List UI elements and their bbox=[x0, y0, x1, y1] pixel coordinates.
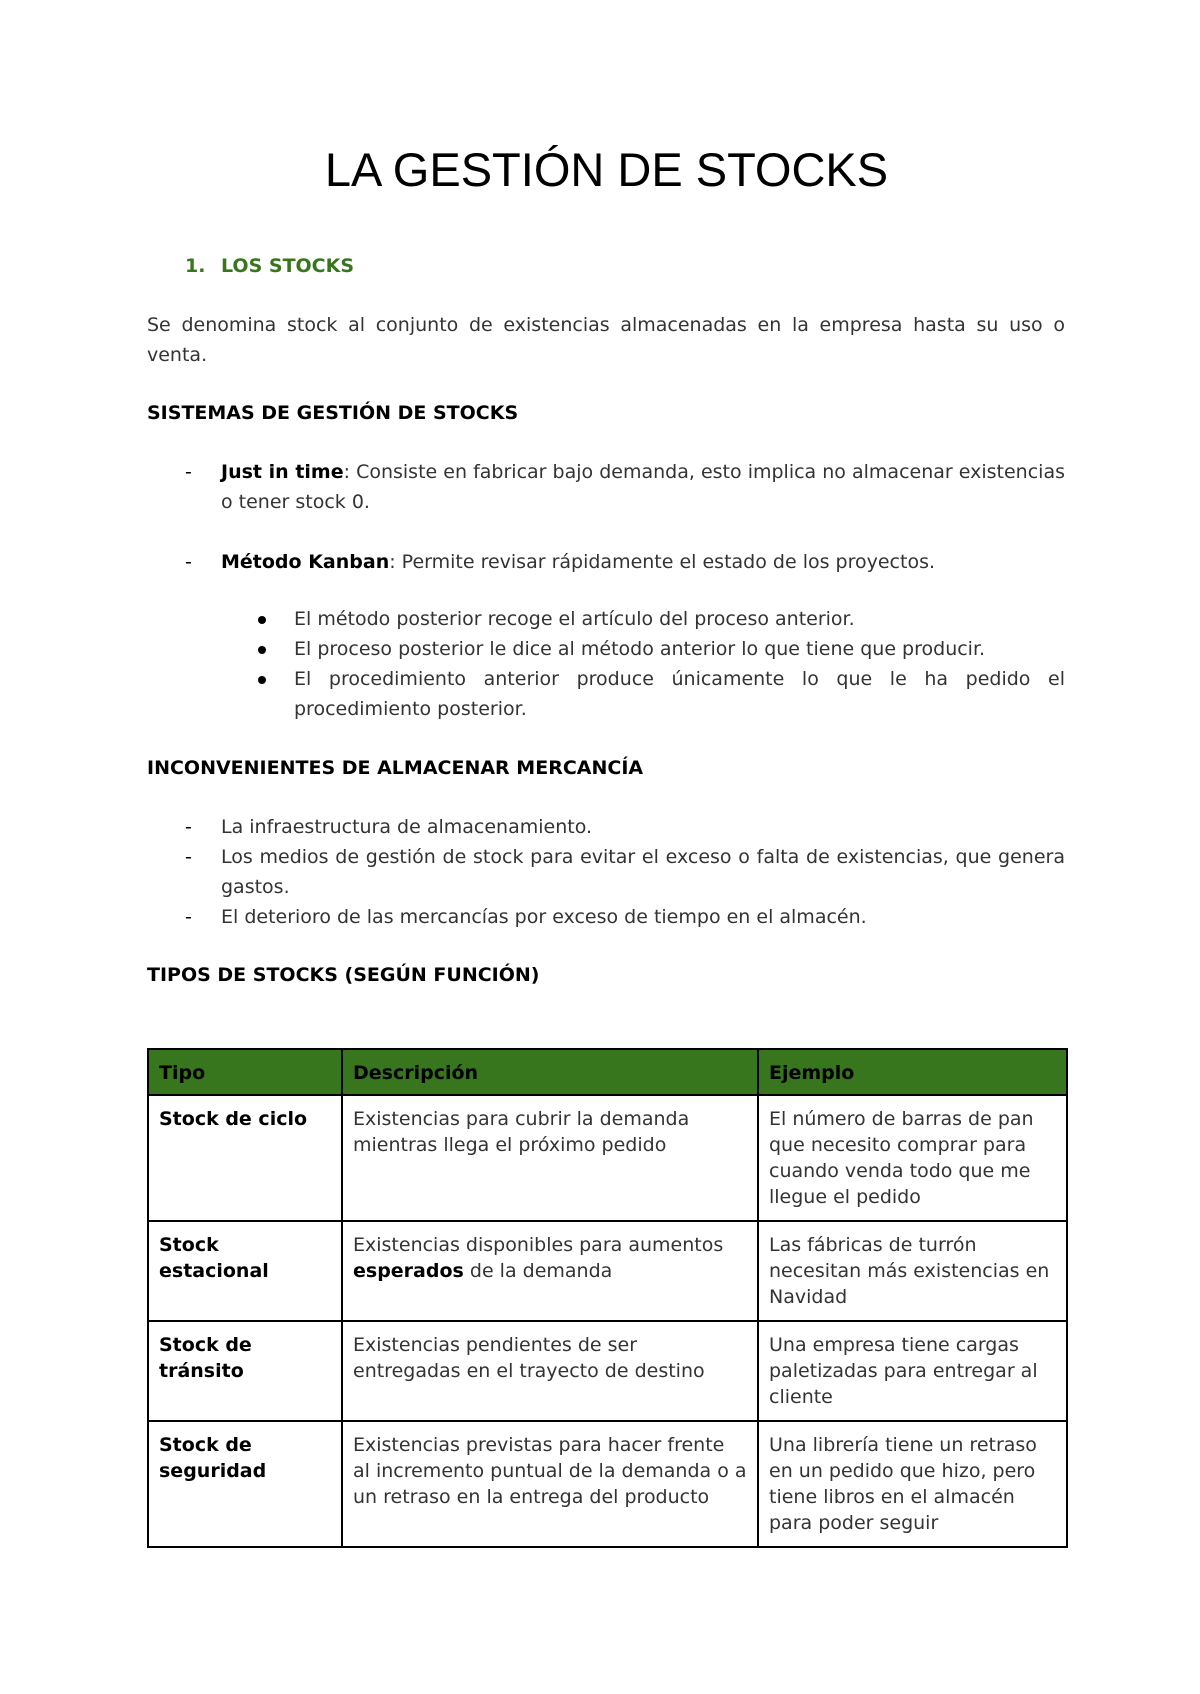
table-row bbox=[148, 1221, 1067, 1321]
list-item-just-in-time bbox=[185, 457, 1065, 517]
term-kanban: Método Kanban bbox=[221, 551, 390, 573]
kanban-bullet-2: El proceso posterior le dice al método anterior lo que tiene que producir. bbox=[258, 634, 1065, 664]
cell-descripcion: Existencias disponibles para aumentos esperados de la demanda bbox=[342, 1221, 758, 1321]
intro-paragraph: Se denomina stock al conjunto de existencias almacenadas en la empresa hasta su uso o venta. bbox=[147, 314, 1065, 366]
kanban-text: : Permite revisar rápidamente el estado de los proyectos. bbox=[389, 551, 936, 573]
cell-tipo: Stock estacional bbox=[148, 1221, 342, 1321]
bullet-icon bbox=[258, 646, 266, 654]
list-item-kanban bbox=[185, 547, 1065, 577]
cell-tipo: Stock de ciclo bbox=[148, 1095, 342, 1221]
section-label: LOS STOCKS bbox=[221, 255, 355, 277]
drawbacks-heading: INCONVENIENTES DE ALMACENAR MERCANCÍA bbox=[147, 757, 644, 779]
table-row bbox=[148, 1095, 1067, 1221]
cell-descripcion: Existencias previstas para hacer frente al incremento puntual de la demanda o a un retraso en la entrega del producto bbox=[342, 1421, 758, 1547]
column-header-tipo: Tipo bbox=[148, 1049, 342, 1095]
table-row bbox=[148, 1421, 1067, 1547]
types-heading: TIPOS DE STOCKS (SEGÚN FUNCIÓN) bbox=[147, 964, 540, 986]
cell-tipo: Stock de tránsito bbox=[148, 1321, 342, 1421]
column-header-ejemplo: Ejemplo bbox=[758, 1049, 1067, 1095]
bullet-icon bbox=[258, 676, 266, 684]
dash-marker: - bbox=[185, 846, 192, 868]
stock-types-table bbox=[147, 1048, 1068, 1548]
cell-ejemplo: Las fábricas de turrón necesitan más existencias en Navidad bbox=[758, 1221, 1067, 1321]
cell-descripcion: Existencias pendientes de ser entregadas en el trayecto de destino bbox=[342, 1321, 758, 1421]
cell-descripcion: Existencias para cubrir la demanda mientras llega el próximo pedido bbox=[342, 1095, 758, 1221]
section-number: 1. bbox=[185, 255, 206, 277]
kanban-bullet-1: El método posterior recoge el artículo del proceso anterior. bbox=[258, 604, 1065, 634]
bullet-icon bbox=[258, 616, 266, 624]
dash-marker: - bbox=[185, 551, 192, 573]
kanban-bullet-3: El procedimiento anterior produce únicamente lo que le ha pedido el procedimiento posterior. bbox=[258, 664, 1065, 724]
dash-marker: - bbox=[185, 906, 192, 928]
term-just-in-time: Just in time bbox=[221, 461, 344, 483]
drawback-item-1: - La infraestructura de almacenamiento. bbox=[185, 812, 1065, 842]
cell-ejemplo: Una empresa tiene cargas paletizadas para entregar al cliente bbox=[758, 1321, 1067, 1421]
column-header-descripcion: Descripción bbox=[342, 1049, 758, 1095]
cell-tipo: Stock de seguridad bbox=[148, 1421, 342, 1547]
dash-marker: - bbox=[185, 461, 192, 483]
systems-heading: SISTEMAS DE GESTIÓN DE STOCKS bbox=[147, 402, 519, 424]
drawback-item-2: - Los medios de gestión de stock para evitar el exceso o falta de existencias, que genera gastos. bbox=[185, 842, 1065, 902]
just-in-time-text: : Consiste en fabricar bajo demanda, esto implica no almacenar existencias o tener stock 0. bbox=[221, 461, 1065, 513]
section-heading-los-stocks bbox=[185, 253, 354, 279]
table-row bbox=[148, 1321, 1067, 1421]
table-header-row bbox=[148, 1049, 1067, 1095]
drawback-item-3: - El deterioro de las mercancías por exceso de tiempo en el almacén. bbox=[185, 902, 1065, 932]
cell-ejemplo: El número de barras de pan que necesito comprar para cuando venda todo que me llegue el pedido bbox=[758, 1095, 1067, 1221]
emphasis-esperados: esperados bbox=[353, 1260, 464, 1282]
cell-ejemplo: Una librería tiene un retraso en un pedido que hizo, pero tiene libros en el almacén para poder seguir bbox=[758, 1421, 1067, 1547]
dash-marker: - bbox=[185, 816, 192, 838]
page-title: LA GESTIÓN DE STOCKS bbox=[324, 143, 889, 196]
